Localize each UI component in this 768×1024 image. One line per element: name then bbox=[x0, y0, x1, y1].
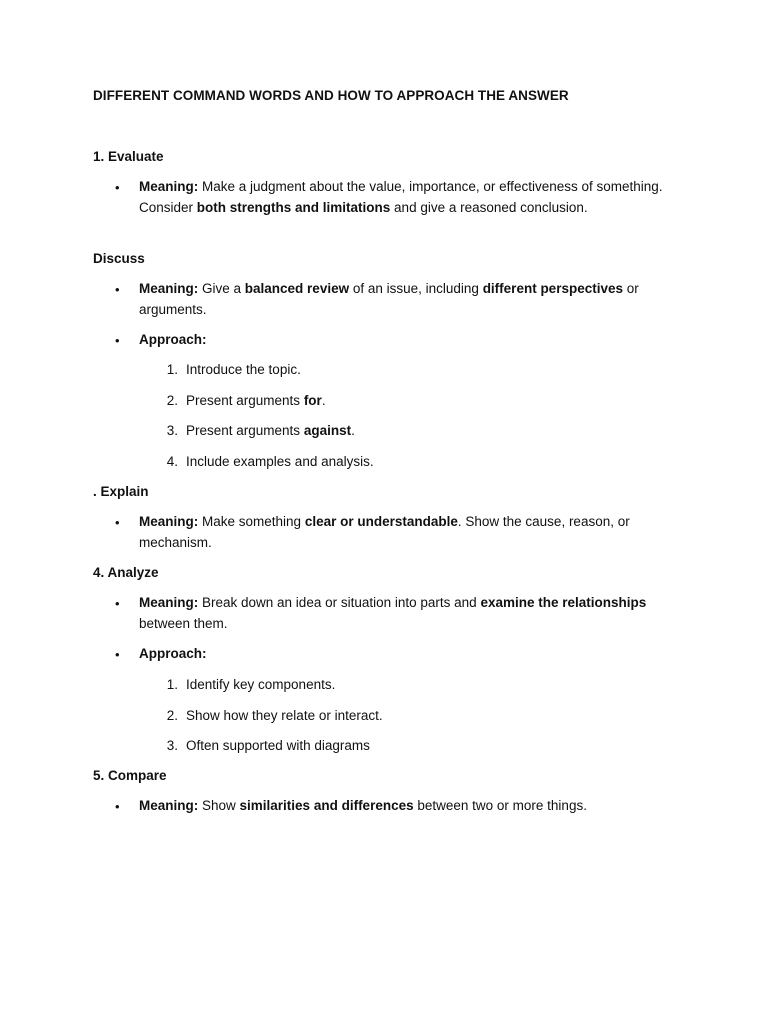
meaning-text: Give a bbox=[198, 281, 245, 296]
meaning-emphasis: clear or understandable bbox=[304, 514, 458, 529]
analyze-approach-label bbox=[139, 644, 674, 665]
meaning-emphasis: similarities and differences bbox=[239, 798, 414, 813]
discuss-step-4 bbox=[186, 452, 374, 472]
document-title: DIFFERENT COMMAND WORDS AND HOW TO APPROACH THE ANSWER bbox=[93, 88, 569, 103]
bullet-icon: • bbox=[115, 333, 120, 348]
bullet-icon: • bbox=[115, 647, 120, 662]
meaning-emphasis: different perspectives bbox=[482, 281, 623, 296]
step-text: . bbox=[321, 393, 326, 408]
bullet-icon: • bbox=[115, 180, 120, 195]
discuss-approach-label bbox=[139, 330, 674, 351]
meaning-text: or arguments. bbox=[139, 281, 639, 317]
section-heading-evaluate: 1. Evaluate bbox=[93, 149, 164, 164]
meaning-label: Meaning: bbox=[139, 595, 199, 610]
section-heading-analyze: 4. Analyze bbox=[93, 565, 159, 580]
step-number: 3. bbox=[166, 423, 178, 438]
analyze-meaning bbox=[139, 593, 674, 634]
step-text: Introduce the topic. bbox=[186, 362, 301, 377]
step-number: 1. bbox=[166, 677, 178, 692]
step-number: 3. bbox=[166, 738, 178, 753]
step-number: 2. bbox=[166, 708, 178, 723]
step-text: Present arguments bbox=[186, 423, 304, 438]
meaning-text: Show bbox=[198, 798, 240, 813]
discuss-step-2 bbox=[186, 391, 326, 411]
section-heading-compare: 5. Compare bbox=[93, 768, 167, 783]
meaning-text: Make a judgment about the value, importance, or effectiveness of something. Consider bbox=[139, 179, 663, 215]
step-emphasis: against bbox=[303, 423, 352, 438]
step-text: Present arguments bbox=[186, 393, 304, 408]
meaning-text: between two or more things. bbox=[413, 798, 587, 813]
step-text: Include examples and analysis. bbox=[186, 454, 374, 469]
approach-label: Approach: bbox=[139, 332, 207, 347]
step-emphasis: for bbox=[303, 393, 322, 408]
meaning-label: Meaning: bbox=[139, 281, 199, 296]
meaning-emphasis: examine the relationships bbox=[480, 595, 647, 610]
approach-label: Approach: bbox=[139, 646, 207, 661]
bullet-icon: • bbox=[115, 282, 120, 297]
meaning-emphasis: both strengths and limitations bbox=[196, 199, 391, 215]
explain-meaning bbox=[139, 512, 674, 553]
analyze-step-1: Identify key components. bbox=[186, 677, 336, 692]
meaning-text: between them. bbox=[139, 615, 228, 631]
meaning-text: . Show the cause, reason, or mechanism. bbox=[139, 514, 630, 550]
meaning-emphasis: balanced review bbox=[244, 281, 350, 296]
step-number: 4. bbox=[166, 454, 178, 469]
discuss-meaning bbox=[139, 279, 674, 320]
meaning-label: Meaning: bbox=[139, 179, 199, 194]
discuss-step-1 bbox=[186, 360, 301, 380]
analyze-step-3: Often supported with diagrams bbox=[186, 738, 370, 753]
meaning-label: Meaning: bbox=[139, 514, 199, 529]
step-number: 1. bbox=[166, 362, 178, 377]
compare-meaning bbox=[139, 796, 674, 817]
meaning-text: and give a reasoned conclusion. bbox=[390, 199, 588, 215]
section-heading-discuss: Discuss bbox=[93, 251, 145, 266]
bullet-icon: • bbox=[115, 596, 120, 611]
meaning-text: Break down an idea or situation into parts and bbox=[198, 595, 481, 610]
meaning-text: of an issue, including bbox=[349, 281, 483, 296]
evaluate-meaning bbox=[139, 177, 674, 218]
discuss-step-3 bbox=[186, 421, 355, 441]
analyze-step-2: Show how they relate or interact. bbox=[186, 708, 383, 723]
section-heading-explain: . Explain bbox=[93, 484, 149, 499]
meaning-label: Meaning: bbox=[139, 798, 199, 813]
step-text: . bbox=[351, 423, 355, 438]
bullet-icon: • bbox=[115, 799, 120, 814]
meaning-text: Make something bbox=[198, 514, 305, 529]
bullet-icon: • bbox=[115, 515, 120, 530]
step-number: 2. bbox=[166, 393, 178, 408]
